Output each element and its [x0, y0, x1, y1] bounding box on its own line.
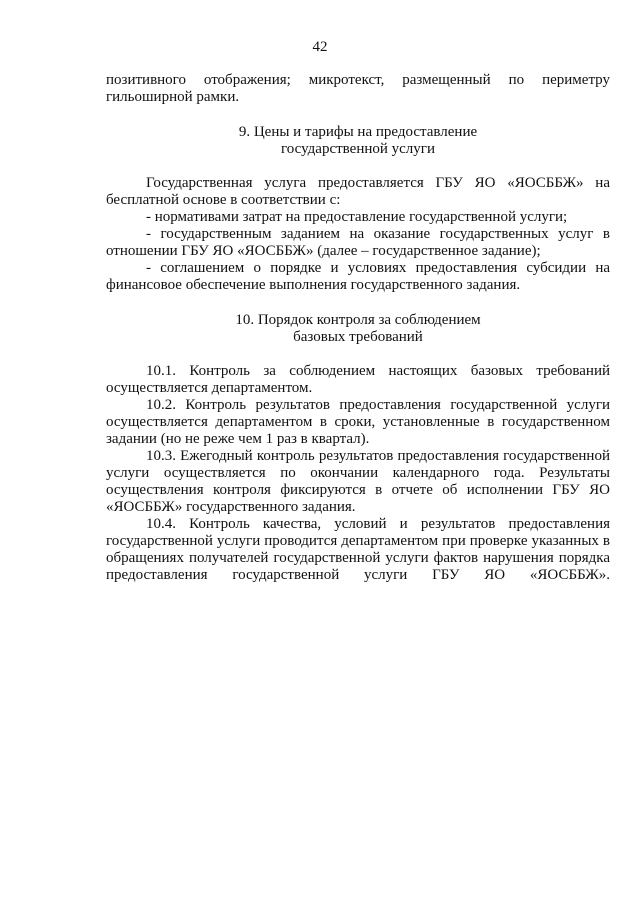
page-number: 42 [312, 39, 328, 55]
section-9-heading-line-1: 9. Цены и тарифы на предоставление [238, 124, 478, 140]
page-content [106, 72, 610, 584]
section-9-heading [106, 124, 610, 158]
section-9-paragraph: Государственная услуга предоставляется ГБУ ЯО «ЯОСББЖ» на бесплатной основе в соответствии с: [106, 175, 610, 208]
section-9-list-item-2: - государственным заданием на оказание государственных услуг в отношении ГБУ ЯО «ЯОСББЖ» (далее – государственное задание); [106, 226, 610, 259]
intro-continuation-paragraph: позитивного отображения; микротекст, размещенный по периметру гильоширной рамки. [106, 72, 610, 105]
section-10-paragraph-4: 10.4. Контроль качества, условий и результатов предоставления государственной услуги проводится департаментом при проверке указанных в обращениях получателей государственной услуги фактов нарушения порядка предоставления государственной услуги ГБУ ЯО «ЯОСББЖ». [106, 516, 610, 583]
section-10-body [106, 363, 610, 584]
section-10-heading-line-1: 10. Порядок контроля за соблюдением [235, 312, 481, 328]
section-10-paragraph-3: 10.3. Ежегодный контроль результатов предоставления государственной услуги осуществляется по окончании календарного года. Результаты осуществления контроля фиксируются в отчете об исполнении ГБУ ЯО «ЯОСББЖ» государственного задания. [106, 448, 610, 515]
section-10-heading [106, 312, 610, 346]
section-9-list-item-3: - соглашением о порядке и условиях предоставления субсидии на финансовое обеспечение выполнения государственного задания. [106, 260, 610, 293]
section-9-body [106, 175, 610, 294]
section-10-heading-line-2: базовых требований [293, 329, 423, 345]
section-10-paragraph-2: 10.2. Контроль результатов предоставления государственной услуги осуществляется департаментом в сроки, установленные в государственном задании (но не реже чем 1 раз в квартал). [106, 397, 610, 447]
section-10-paragraph-1: 10.1. Контроль за соблюдением настоящих базовых требований осуществляется департаментом. [106, 363, 610, 396]
section-9-list-item-1: - нормативами затрат на предоставление государственной услуги; [146, 209, 568, 225]
section-9-heading-line-2: государственной услуги [281, 141, 435, 157]
